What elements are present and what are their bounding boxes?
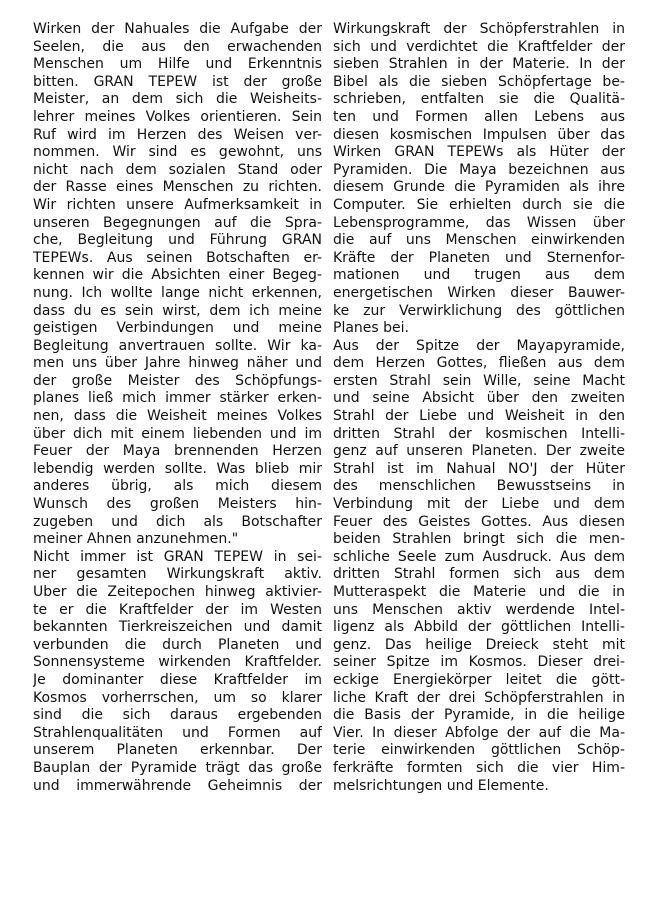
text-line: unserem Planeten erkennbar. Der [33,742,322,759]
text-line: Wirken GRAN TEPEWs als Hüter der [333,144,625,161]
text-line: Kosmos vorherrschen, um so klarer [33,689,322,706]
text-line: planes ließ mich immer stärker erken- [33,390,322,407]
text-line: des menschlichen Bewusstseins in [333,478,625,495]
text-line: Je dominanter diese Kraftfelder im [33,671,322,688]
text-line: dritten Strahl formen sich aus dem [333,566,625,583]
text-line: Über die Zeitepochen hinweg aktivier- [33,584,322,600]
text-line: Begleitung anvertrauen sollte. Wir ka- [33,337,322,354]
text-line: Pyramiden. Die Maya bezeichnen aus [333,161,625,178]
text-line: der große Meister des Schöpfungs- [33,372,322,389]
text-line: bekannten Tierkreiszeichen und damit [33,619,322,636]
text-line: ligenz als Abbild der göttlichen Intelli- [333,619,625,636]
text-line: liche Kraft der drei Schöpferstrahlen in [333,689,625,706]
text-line: Bauplan der Pyramide trägt das große [33,759,322,776]
text-line: genz. Das heilige Dreieck steht mit [333,636,625,653]
text-line: die Basis der Pyramide, in die heilige [333,707,625,724]
text-line: anderes übrig, als mich diesem [33,478,322,495]
text-line: lehrer meines Volkes orientieren. Sein [33,108,322,125]
text-line: Seelen, die aus den erwachenden [33,38,322,55]
text-line: verbunden die durch Planeten und [33,636,322,653]
text-line: Kräfte der Planeten und Sternenfor- [333,249,625,266]
text-line: der Rasse eines Menschen zu richten. [33,179,322,196]
text-line: die auf uns Menschen einwirkenden [333,232,625,249]
text-line: Sonnensysteme wirkenden Kraftfelder. [33,654,322,671]
text-line: geistigen Verbindungen und meine [33,320,322,337]
text-line: nen, dass die Weisheit meines Volkes [33,408,322,425]
text-line: Ruf wird im Herzen des Weisen ver- [33,126,322,143]
text-line: zugeben und dich als Botschafter [33,513,322,530]
text-line: eckige Energiekörper leitet die gött- [333,671,625,688]
text-line: diesen kosmischen Impulsen über das [333,126,625,143]
text-line: dass du es sein wirst, dem ich meine [33,302,322,319]
text-line: und seine Absicht über den zweiten [333,390,625,407]
text-line: schliche Seele zum Ausdruck. Aus dem [333,548,625,565]
text-line: Bibel als die sieben Schöpfertage be- [333,73,625,90]
text-line: Menschen um Hilfe und Erkenntnis [33,56,322,73]
text-line: Mutteraspekt die Materie und die in [333,584,625,600]
text-line: Wir richten unsere Aufmerksamkeit in [33,196,322,213]
text-line: Nicht immer ist GRAN TEPEW in sei- [33,548,322,565]
text-column-left [33,21,322,795]
text-line: ke zur Verwirklichung des göttlichen [333,302,625,319]
text-column-right [333,21,625,795]
text-line: Wunsch des großen Meisters hin- [33,496,322,513]
text-line: meiner Ahnen anzunehmen." [33,531,239,548]
text-line: Strahlenqualitäten und Formen auf [33,724,322,741]
text-line: Strahl ist im Nahual NO'J der Hüter [333,460,625,477]
text-line: Lebensprogramme, das Wissen über [333,214,625,231]
text-line: ferkräfte formten sich die vier Him- [333,759,625,776]
text-line: men uns über Jahre hinweg näher und [33,355,322,372]
text-line: nung. Ich wollte lange nicht erkennen, [33,284,322,301]
text-line: terie einwirkenden göttlichen Schöp- [333,742,625,759]
text-line: seiner Spitze im Kosmos. Dieser drei- [333,654,625,671]
text-line: Meister, an dem sich die Weisheits- [33,91,322,108]
text-line: sind die sich daraus ergebenden [33,707,322,724]
text-line: Wirkungskraft der Schöpferstrahlen in [333,21,625,37]
text-line: dritten Strahl der kosmischen Intelli- [333,425,625,442]
text-line: mationen und trugen aus dem [333,267,625,284]
text-line: diesem Grunde die Pyramiden als ihre [333,179,625,196]
text-line: genz auf unseren Planeten. Der zweite [333,443,625,460]
text-line: uns Menschen aktiv werdende Intel- [333,601,625,618]
text-line: schrieben, entfalten sie die Qualitä- [333,91,625,108]
text-line: Vier. In dieser Abfolge der auf die Ma- [333,724,625,741]
text-line: Feuer der Maya brennenden Herzen [33,443,322,460]
text-line: über dich mit einem liebenden und im [33,425,322,442]
text-line: Feuer des Geistes Gottes. Aus diesen [333,513,625,530]
text-line: sieben Strahlen in der Materie. In der [333,56,625,73]
text-line: nicht nach dem sozialen Stand oder [33,161,322,178]
text-line: Planes bei. [333,320,409,337]
text-line: Wirken der Nahuales die Aufgabe der [33,21,322,37]
text-line: bitten. GRAN TEPEW ist der große [33,73,322,90]
text-line: und immerwährende Geheimnis der [33,777,322,794]
text-line: energetischen Wirken dieser Bauwer- [333,284,625,301]
text-line: ner gesamten Wirkungskraft aktiv. [33,566,322,583]
text-line: Verbindung mit der Liebe und dem [333,496,625,513]
text-line: ten und Formen allen Lebens aus [333,108,625,125]
text-line: dem Herzen Gottes, fließen aus dem [333,355,625,372]
text-line: Strahl der Liebe und Weisheit in den [333,408,625,425]
text-line: unseren Begegnungen auf die Spra- [33,214,322,231]
text-line: sich und verdichtet die Kraftfelder der [333,38,625,55]
text-line: nommen. Wir sind es gewohnt, uns [33,144,322,161]
text-line: TEPEWs. Aus seinen Botschaften er- [33,249,322,266]
text-line: beiden Strahlen bringt sich die men- [333,531,625,548]
text-line: melsrichtungen und Elemente. [333,777,549,794]
text-line: kennen wir die Absichten einer Begeg- [33,267,322,284]
text-line: Computer. Sie erhielten durch sie die [333,196,625,213]
text-line: lebendig werden sollte. Was blieb mir [33,460,322,477]
column-text [333,21,625,795]
text-line: che, Begleitung und Führung GRAN [33,232,322,249]
text-line: Aus der Spitze der Mayapyramide, [333,337,625,354]
column-text [33,21,322,795]
text-line: ersten Strahl sein Wille, seine Macht [333,372,625,389]
text-line: te er die Kraftfelder der im Westen [33,601,322,618]
